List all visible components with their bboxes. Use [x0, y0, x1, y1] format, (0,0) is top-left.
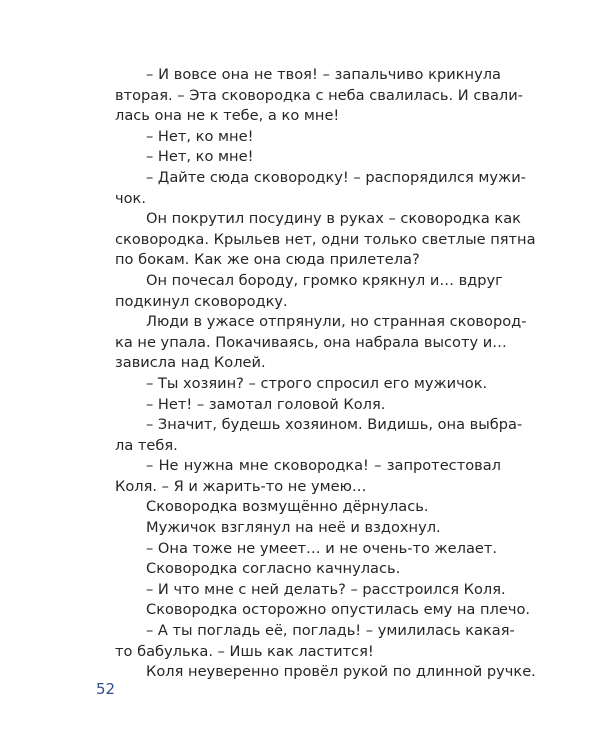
text-line: – Дайте сюда сковородку! – распорядился мужи-: [146, 168, 526, 186]
body-text: [115, 65, 536, 683]
text-line: Сковородка осторожно опустилась ему на плечо.: [146, 601, 531, 619]
text-line: – Значит, будешь хозяином. Видишь, она выбра-: [146, 416, 523, 434]
text-line: – И что мне с ней делать? – расстроился Коля.: [146, 580, 506, 598]
text-line: Сковородка возмущённо дёрнулась.: [146, 498, 429, 516]
text-line: – Ты хозяин? – строго спросил его мужичок.: [146, 374, 488, 392]
text-line: зависла над Колей.: [115, 354, 266, 372]
text-line: – Не нужна мне сковородка! – запротестовал: [146, 457, 501, 475]
text-line: – Она тоже не умеет… и не очень-то желает.: [146, 539, 498, 557]
text-line: Люди в ужасе отпрянули, но странная сковород-: [146, 313, 527, 331]
text-line: сковородка. Крыльев нет, одни только светлые пятна: [115, 230, 536, 248]
text-line: подкинул сковородку.: [115, 292, 288, 310]
text-line: Он покрутил посудину в руках – сковородка как: [146, 210, 521, 228]
text-line: по бокам. Как же она сюда прилетела?: [115, 251, 420, 269]
text-line: Сковородка согласно качнулась.: [146, 560, 401, 578]
text-line: – Нет! – замотал головой Коля.: [146, 395, 386, 413]
text-line: – И вовсе она не твоя! – запальчиво крикнула: [146, 66, 501, 83]
text-line: ла тебя.: [115, 436, 178, 454]
text-line: – Нет, ко мне!: [146, 127, 254, 145]
text-line: Коля. – Я и жарить-то не умею…: [115, 477, 367, 495]
text-line: Коля неуверенно провёл рукой по длинной ручке.: [146, 663, 536, 681]
text-line: Он почесал бороду, громко крякнул и… вдруг: [146, 271, 503, 289]
text-line: вторая. – Эта сковородка с неба свалилась. И свали-: [115, 86, 523, 104]
text-line: ка не упала. Покачиваясь, она набрала высоту и…: [115, 333, 507, 351]
text-line: Мужичок взглянул на неё и вздохнул.: [146, 519, 441, 537]
text-line: – Нет, ко мне!: [146, 148, 254, 166]
text-line: то бабулька. – Ишь как ластится!: [115, 642, 374, 660]
text-line: – А ты погладь её, погладь! – умилилась какая-: [146, 622, 515, 640]
text-line: лась она не к тебе, а ко мне!: [115, 107, 340, 125]
page-number: 52: [96, 680, 116, 698]
text-line: чок.: [115, 189, 147, 207]
